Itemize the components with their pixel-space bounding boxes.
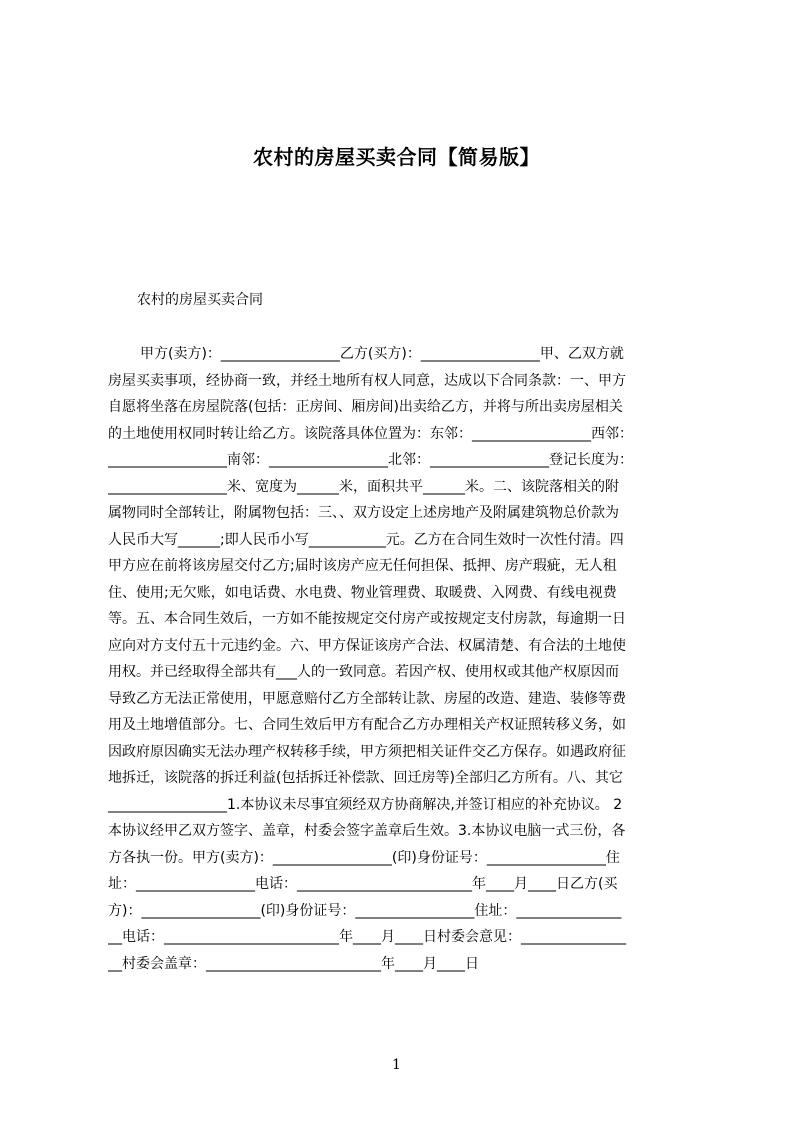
- body-line: 等。五、本合同生效后，一方如不能按规定交付房产或按规定支付房款，每逾期一日: [108, 611, 626, 627]
- body-line: 地拆迁，该院落的拆迁利益(包括拆迁补偿款、回迁房等)全部归乙方所有。八、其它: [108, 770, 623, 786]
- contract-subtitle: 农村的房屋买卖合同: [137, 292, 263, 308]
- body-line: 房屋买卖事项，经协商一致，并经土地所有权人同意，达成以下合同条款：一、甲方: [108, 372, 626, 389]
- body-line: 自愿将坐落在房屋院落(包括：正房间、厢房间)出卖给乙方，并将与所出卖房屋相关: [108, 399, 623, 415]
- body-line: 应向对方支付五十元违约金。六、甲方保证该房产合法、权属清楚、有合法的土地使: [108, 637, 626, 654]
- body-line: _________________1.本协议未尽事宜须经双方协商解决,并签订相应的补充协议。 2: [108, 796, 623, 813]
- body-line: 甲方应在前将该房屋交付乙方;届时该房产应无任何担保、抵押、房产瑕疵，无人租: [108, 558, 617, 574]
- body-line: 方)：_________________(印)身份证号：_________________住址：_______________: [108, 902, 622, 919]
- body-line: 用及土地增值部分。七、合同生效后甲方有配合乙方办理相关产权证照转移义务，如: [108, 717, 626, 733]
- body-line: 人民币大写______;即人民币小写___________元。乙方在合同生效时一次性付清。四: [108, 531, 624, 548]
- body-line: _________________米、宽度为______米，面积共平______米。二、该院落相关的附: [108, 478, 619, 495]
- body-line: 导致乙方无法正常使用，甲愿意赔付乙方全部转让款、房屋的改造、建造、装修等费: [108, 690, 626, 707]
- body-line: 属物同时全部转让，附属物包括：三、、双方设定上述房地产及附属建筑物总价款为: [108, 505, 619, 521]
- page-number: 1: [392, 1057, 401, 1073]
- body-line: _________________南邻：_________________北邻：_________________登记长度为：: [108, 452, 633, 468]
- body-line: 甲方(卖方)：_________________乙方(买方)：_________________甲、乙双方就: [140, 346, 624, 362]
- body-line: 用权。并已经取得全部共有___人的一致同意。若因产权、使用权或其他产权原因而: [108, 664, 619, 680]
- body-line: __电话：_________________________年____月____日村委会意见：_______________: [108, 929, 626, 945]
- document-title: 农村的房屋买卖合同【简易版】: [253, 145, 540, 169]
- body-line: 方各执一份。甲方(卖方)：_________________(印)身份证号：_________________住: [108, 849, 620, 866]
- contract-body: [108, 341, 702, 977]
- body-line: 本协议经甲乙双方签字、盖章，村委会签字盖章后生效。3.本协议电脑一式三份，各: [108, 823, 626, 839]
- body-line: 址：_________________电话：_________________________年____月____日乙方(买: [108, 876, 618, 892]
- body-line: __村委会盖章：_________________________年____月____日: [108, 955, 479, 972]
- body-line: 因政府原因确实无法办理产权转移手续，甲方须把相关证件交乙方保存。如遇政府征: [108, 743, 626, 760]
- body-line: 住、使用;无欠账，如电话费、水电费、物业管理费、取暖费、入网费、有线电视费: [108, 584, 617, 601]
- body-line: 的土地使用权同时转让给乙方。该院落具体位置为：东邻：_________________西邻：: [108, 425, 633, 442]
